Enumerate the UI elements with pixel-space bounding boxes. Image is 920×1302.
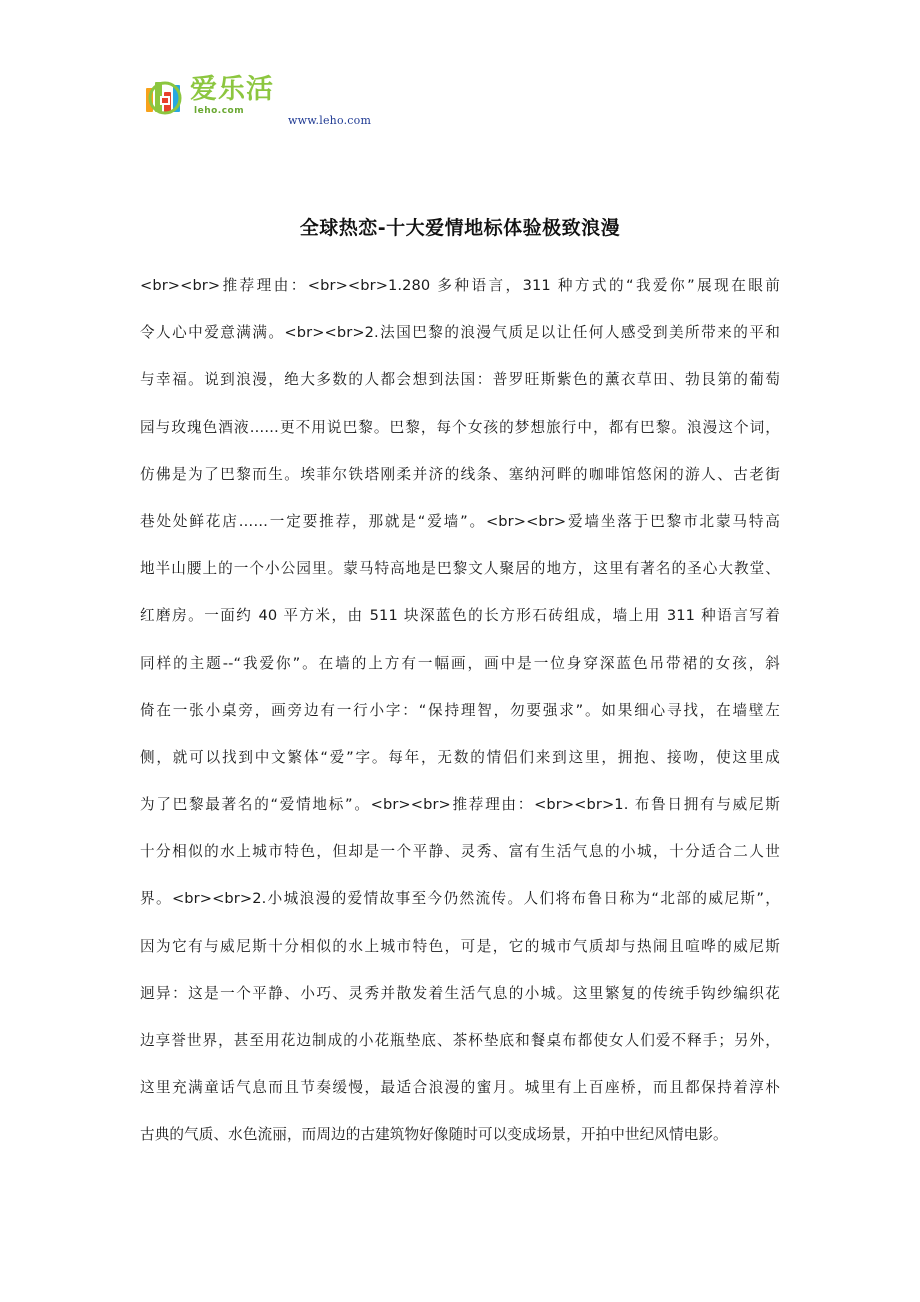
article-line: 红磨房。一面约 40 平方米，由 511 块深蓝色的长方形石砖组成，墙上用 311 种语言写着 — [140, 607, 780, 625]
article-line: 为了巴黎最著名的“爱情地标”。<br><br>推荐理由：<br><br>1. 布鲁日拥有与威尼斯 — [140, 796, 780, 814]
article-line: 界。<br><br>2.小城浪漫的爱情故事至今仍然流传。人们将布鲁日称为“北部的威尼斯”， — [140, 890, 780, 908]
article-line: 倚在一张小桌旁，画旁边有一行小字：“保持理智，勿要强求”。如果细心寻找，在墙壁左 — [140, 701, 780, 719]
article-line: 古典的气质、水色流丽，而周边的古建筑物好像随时可以变成场景，开拍中世纪风情电影。 — [140, 1126, 728, 1144]
article-line: 园与玫瑰色酒液……更不用说巴黎。巴黎，每个女孩的梦想旅行中，都有巴黎。浪漫这个词， — [140, 418, 780, 436]
article-line: 巷处处鲜花店……一定要推荐，那就是“爱墙”。<br><br>爱墙坐落于巴黎市北蒙马特高 — [140, 512, 780, 530]
article-line: 侧，就可以找到中文繁体“爱”字。每年，无数的情侣们来到这里，拥抱、接吻，使这里成 — [140, 748, 780, 766]
article-line: 因为它有与威尼斯十分相似的水上城市特色，可是，它的城市气质却与热闹且喧哗的威尼斯 — [140, 937, 780, 955]
article-line: 同样的主题--“我爱你”。在墙的上方有一幅画，画中是一位身穿深蓝色吊带裙的女孩，斜 — [140, 654, 780, 672]
article-line: <br><br>推荐理由：<br><br>1.280 多种语言，311 种方式的“我爱你”展现在眼前 — [140, 277, 780, 294]
article-line: 迥异：这是一个平静、小巧、灵秀并散发着生活气息的小城。这里繁复的传统手钩纱编织花 — [140, 984, 780, 1002]
article-line: 与幸福。说到浪漫，绝大多数的人都会想到法国：普罗旺斯紫色的薰衣草田、勃艮第的葡萄 — [140, 371, 780, 389]
article-line: 这里充满童话气息而且节奏缓慢，最适合浪漫的蜜月。城里有上百座桥，而且都保持着淳朴 — [140, 1079, 780, 1097]
logo-text: 爱乐活 — [190, 74, 274, 105]
site-header — [140, 72, 400, 132]
article-line: 十分相似的水上城市特色，但却是一个平静、灵秀、富有生活气息的小城，十分适合二人世 — [140, 843, 780, 861]
article-line: 地半山腰上的一个小公园里。蒙马特高地是巴黎文人聚居的地方，这里有著名的圣心大教堂、 — [140, 560, 780, 578]
article-line: 边享誉世界，甚至用花边制成的小花瓶垫底、茶杯垫底和餐桌布都使女人们爱不释手；另外， — [140, 1032, 780, 1049]
article-body — [140, 271, 780, 1168]
article-title: 全球热恋-十大爱情地标体验极致浪漫 — [299, 217, 621, 239]
logo-domain-text: leho.com — [194, 106, 245, 116]
article-line: 令人心中爱意满满。<br><br>2.法国巴黎的浪漫气质足以让任何人感受到美所带来的平和 — [140, 324, 780, 342]
article-line: 仿佛是为了巴黎而生。埃菲尔铁塔刚柔并济的线条、塞纳河畔的咖啡馆悠闲的游人、古老街 — [140, 465, 780, 483]
site-url-link[interactable]: www.leho.com — [288, 114, 372, 127]
leho-logo-icon — [144, 76, 186, 116]
